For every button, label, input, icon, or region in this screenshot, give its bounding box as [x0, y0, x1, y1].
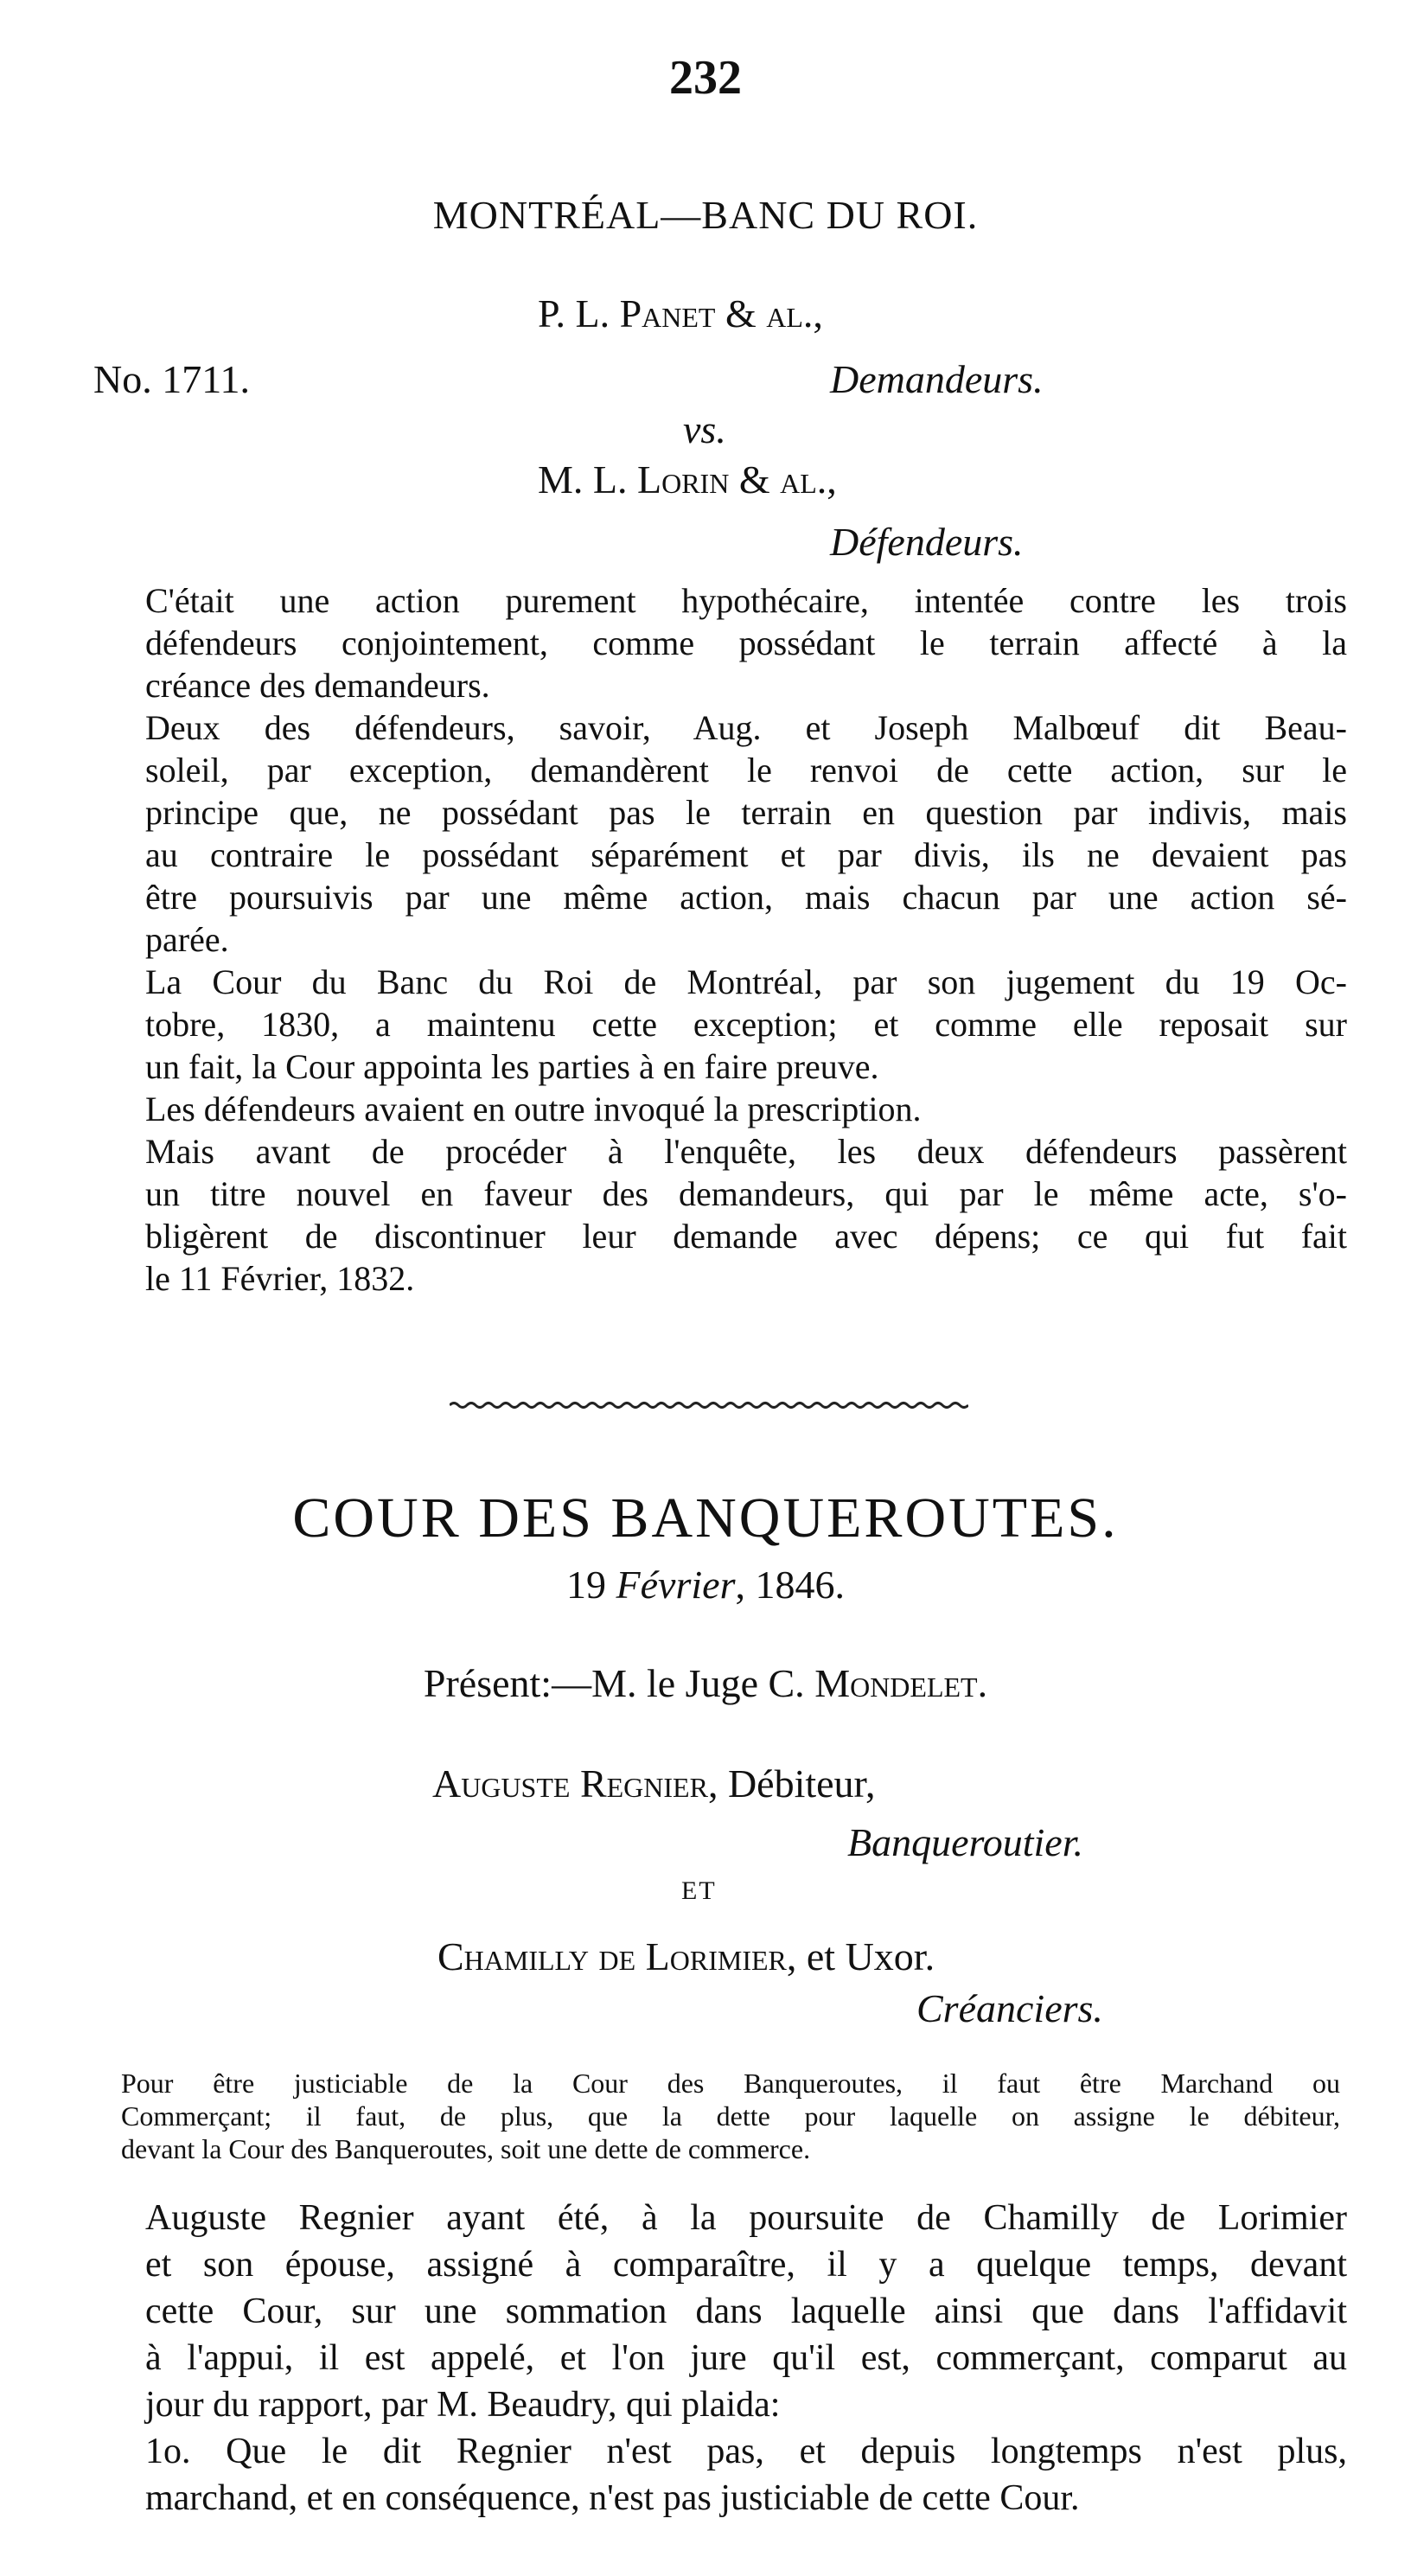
paragraph	[93, 579, 1347, 706]
paragraph	[93, 2195, 1347, 2428]
creditor-label: , et Uxor.	[786, 1934, 935, 1978]
text-line: marchand, et en conséquence, n'est pas justiciable de cette Cour.	[145, 2478, 1080, 2518]
text-line: créance des demandeurs.	[145, 666, 490, 705]
text-line: défendeurs conjointement, comme possédant le terrain affecté à la	[145, 623, 1347, 662]
text-line: jour du rapport, par M. Beaudry, qui plaida:	[145, 2385, 781, 2425]
section2-body	[93, 2195, 1347, 2522]
text-line: parée.	[145, 920, 229, 959]
creditor-line	[437, 1934, 935, 1979]
headnote-line: devant la Cour des Banqueroutes, soit une dette de commerce.	[121, 2133, 811, 2164]
et-separator: ET	[681, 1876, 717, 1905]
creditor-name: Chamilly de Lorimier	[437, 1934, 787, 1978]
text-line: La Cour du Banc du Roi de Montréal, par son jugement du 19 Oc-	[145, 962, 1347, 1001]
text-line: au contraire le possédant séparément et par divis, ils ne devaient pas	[145, 835, 1347, 874]
text-line: bligèrent de discontinuer leur demande avec dépens; ce qui fut fait	[145, 1217, 1347, 1256]
text-line: soleil, par exception, demandèrent le renvoi de cette action, sur le	[145, 751, 1347, 789]
plaintiff-name: P. L. Panet & al.,	[538, 291, 823, 336]
text-line: être poursuivis par une même action, mais chacun par une action sé-	[145, 878, 1347, 917]
debtor-line	[432, 1761, 876, 1806]
paragraph	[93, 1088, 1347, 1130]
defendant-role: Défendeurs.	[830, 520, 1024, 564]
date-year: , 1846.	[735, 1563, 845, 1607]
text-line: à l'appui, il est appelé, et l'on jure qu'il est, commerçant, comparut au	[145, 2338, 1347, 2378]
headnote-line: Pour être justiciable de la Cour des Banqueroutes, il faut être Marchand ou	[121, 2068, 1340, 2099]
debtor-label: , Débiteur,	[707, 1761, 876, 1806]
text-line: Deux des défendeurs, savoir, Aug. et Joseph Malbœuf dit Beau-	[145, 708, 1347, 747]
paragraph	[93, 961, 1347, 1088]
headnote-line: Commerçant; il faut, de plus, que la dette pour laquelle on assigne le débiteur,	[121, 2100, 1340, 2132]
text-line: le 11 Février, 1832.	[145, 1259, 415, 1298]
text-line: Auguste Regnier ayant été, à la poursuite de Chamilly de Lorimier	[145, 2198, 1347, 2238]
section1-body	[93, 579, 1347, 1300]
paragraph	[93, 1130, 1347, 1300]
plaintiff-role: Demandeurs.	[830, 357, 1044, 401]
case-number: No. 1711.	[93, 357, 251, 401]
creditor-role: Créanciers.	[916, 1986, 1103, 2030]
text-line: principe que, ne possédant pas le terrain en question par indivis, mais	[145, 793, 1347, 832]
debtor-role: Banqueroutier.	[847, 1820, 1083, 1864]
judge-name: Mondelet.	[814, 1661, 988, 1705]
present-label: Présent:—M. le Juge C.	[423, 1661, 805, 1705]
date-month: Février	[616, 1563, 736, 1607]
text-line: un titre nouvel en faveur des demandeurs, qui par le même acte, s'o-	[145, 1174, 1347, 1213]
page-number: 232	[669, 51, 742, 105]
defendant-name: M. L. Lorin & al.,	[538, 457, 837, 502]
present-judge-line	[0, 1660, 1411, 1706]
text-line: Mais avant de procéder à l'enquête, les deux défendeurs passèrent	[145, 1132, 1347, 1171]
text-line: cette Cour, sur une sommation dans laquelle ainsi que dans l'affidavit	[145, 2292, 1347, 2331]
date-day: 19	[566, 1563, 607, 1607]
headnote	[121, 2067, 1340, 2165]
text-line: 1o. Que le dit Regnier n'est pas, et depuis longtemps n'est plus,	[145, 2432, 1347, 2471]
text-line: et son épouse, assigné à comparaître, il y a quelque temps, devant	[145, 2245, 1347, 2285]
versus: vs.	[683, 407, 726, 451]
text-line: un fait, la Cour appointa les parties à en faire preuve.	[145, 1047, 879, 1086]
wavy-divider	[450, 1399, 968, 1411]
text-line: tobre, 1830, a maintenu cette exception; et comme elle reposait sur	[145, 1005, 1347, 1044]
text-line: Les défendeurs avaient en outre invoqué la prescription.	[145, 1090, 922, 1128]
paragraph	[93, 2428, 1347, 2522]
debtor-name: Auguste Regnier	[432, 1761, 708, 1806]
section-title-banqueroutes: COUR DES BANQUEROUTES.	[292, 1486, 1119, 1550]
section-title-banc-du-roi: MONTRÉAL—BANC DU ROI.	[432, 193, 979, 237]
paragraph	[93, 706, 1347, 961]
hearing-date	[0, 1562, 1411, 1608]
text-line: C'était une action purement hypothécaire, intentée contre les trois	[145, 581, 1347, 620]
